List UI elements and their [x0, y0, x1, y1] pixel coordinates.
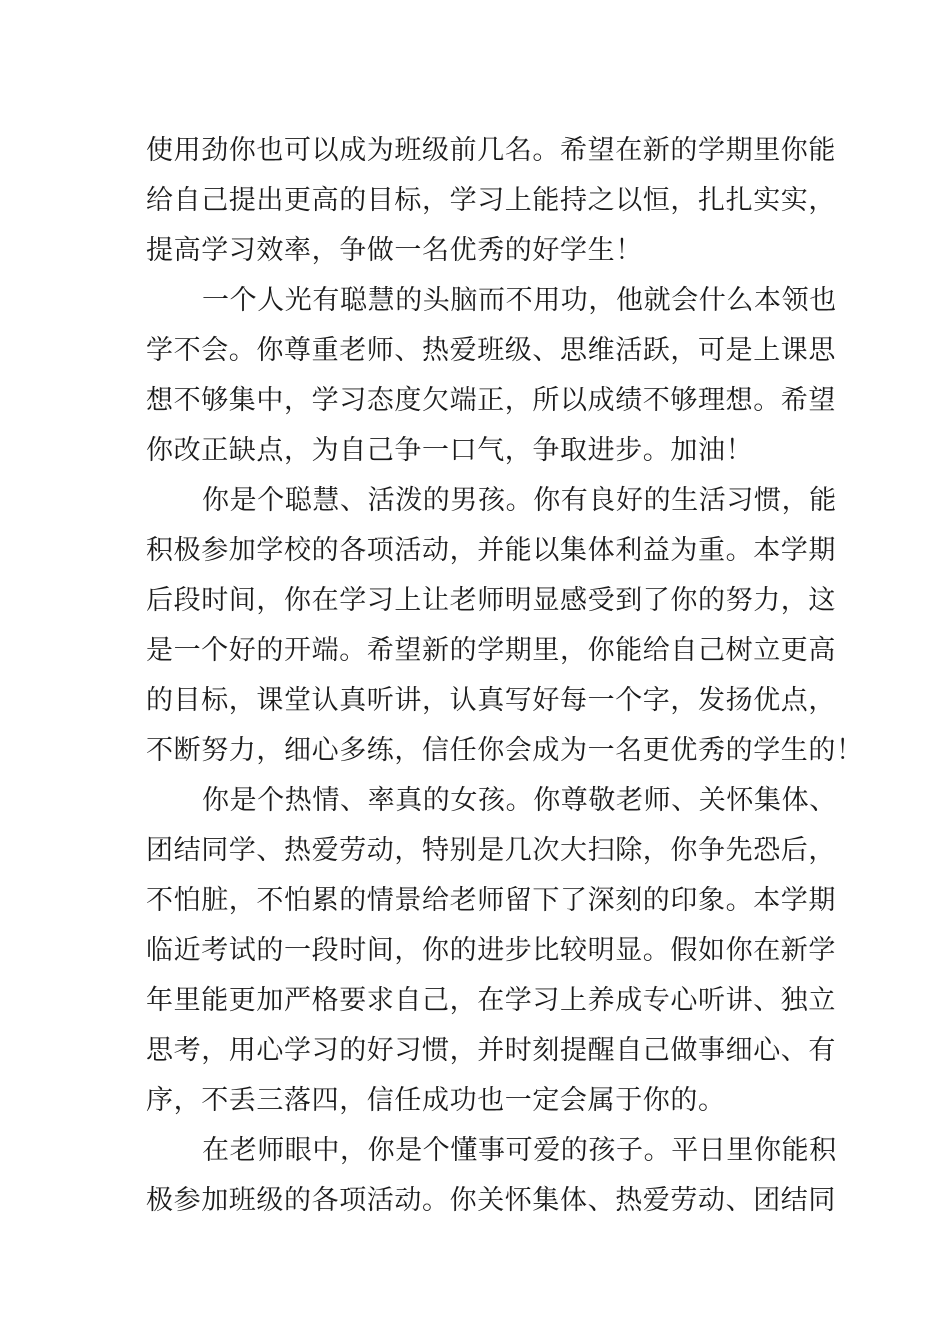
paragraph-line: 后段时间，你在学习上让老师明显感受到了你的努力，这 [146, 585, 836, 616]
document-body [146, 126, 864, 1226]
paragraph-first-line: 你是个热情、率真的女孩。你尊敬老师、关怀集体、 [202, 785, 837, 816]
paragraph-3 [146, 476, 864, 776]
paragraph-line: 积极参加学校的各项活动，并能以集体利益为重。本学期 [146, 535, 836, 566]
paragraph-line: 不怕脏，不怕累的情景给老师留下了深刻的印象。本学期 [146, 885, 836, 916]
paragraph-line: 年里能更加严格要求自己，在学习上养成专心听讲、独立 [146, 985, 836, 1016]
paragraph-line: 的目标，课堂认真听讲，认真写好每一个字，发扬优点， [146, 685, 836, 716]
paragraph-line: 不断努力，细心多练，信任你会成为一名更优秀的学生的！ [146, 735, 864, 766]
paragraph-line: 思考，用心学习的好习惯，并时刻提醒自己做事细心、有 [146, 1035, 836, 1066]
paragraph-line: 临近考试的一段时间，你的进步比较明显。假如你在新学 [146, 935, 836, 966]
paragraph-line: 你改正缺点，为自己争一口气，争取进步。加油！ [146, 435, 754, 466]
paragraph-4 [146, 776, 837, 1126]
paragraph-line: 是一个好的开端。希望新的学期里，你能给自己树立更高 [146, 635, 836, 666]
paragraph-line: 序，不丢三落四，信任成功也一定会属于你的。 [146, 1085, 726, 1116]
paragraph-line: 想不够集中，学习态度欠端正，所以成绩不够理想。希望 [146, 385, 836, 416]
paragraph-line: 提高学习效率，争做一名优秀的好学生！ [146, 235, 643, 266]
paragraph-first-line: 你是个聪慧、活泼的男孩。你有良好的生活习惯，能 [202, 485, 837, 516]
paragraph-first-line: 在老师眼中，你是个懂事可爱的孩子。平日里你能积 [202, 1135, 837, 1166]
paragraph-line: 团结同学、热爱劳动，特别是几次大扫除，你争先恐后， [146, 835, 836, 866]
paragraph-2 [146, 276, 837, 476]
paragraph-line: 极参加班级的各项活动。你关怀集体、热爱劳动、团结同 [146, 1185, 836, 1216]
paragraph-line: 使用劲你也可以成为班级前几名。希望在新的学期里你能 [146, 135, 836, 166]
paragraph-line: 学不会。你尊重老师、热爱班级、思维活跃，可是上课思 [146, 335, 836, 366]
paragraph-line: 给自己提出更高的目标，学习上能持之以恒，扎扎实实， [146, 185, 836, 216]
paragraph-1 [146, 126, 836, 276]
paragraph-first-line: 一个人光有聪慧的头脑而不用功，他就会什么本领也 [202, 285, 837, 316]
paragraph-5 [146, 1126, 837, 1226]
